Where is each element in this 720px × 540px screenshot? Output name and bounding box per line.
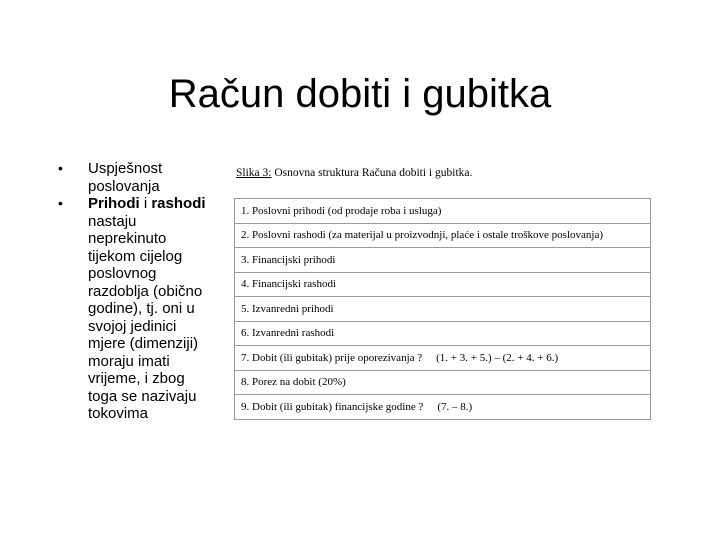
table-row — [235, 395, 651, 420]
row-formula: (7. – 8.) — [437, 400, 473, 413]
table-cell — [235, 395, 651, 420]
row-label: 4. Financijski rashodi — [241, 278, 337, 291]
figure-caption — [236, 167, 472, 179]
row-label: 1. Poslovni prihodi (od prodaje roba i usluga) — [241, 204, 442, 217]
row-label: 6. Izvanredni rashodi — [241, 327, 335, 340]
table-row — [235, 199, 651, 224]
table-cell — [235, 370, 651, 395]
figure-caption-text: Osnovna struktura Računa dobiti i gubitka. — [271, 167, 473, 179]
table-cell — [235, 272, 651, 297]
row-label: 8. Porez na dobit (20%) — [241, 376, 346, 389]
table-row — [235, 321, 651, 346]
row-formula: (1. + 3. + 5.) – (2. + 4. + 6.) — [436, 351, 559, 364]
bullet-item — [58, 160, 218, 195]
bullet-dot: • — [58, 195, 63, 211]
bullet-list — [58, 160, 218, 423]
table-cell — [235, 346, 651, 371]
table-row — [235, 223, 651, 248]
table-row — [235, 297, 651, 322]
table-row — [235, 370, 651, 395]
table-cell — [235, 297, 651, 322]
bullet-dot: • — [58, 160, 63, 176]
bullet-text: nastaju neprekinuto tijekom cijelog poslovnog razdoblja (obično godine), tj. oni u svojoj jedinici mjere (dimenziji) moraju imati vrijeme, i zbog toga se nazivaju tokovima — [88, 212, 203, 422]
table-cell — [235, 223, 651, 248]
income-statement-table — [234, 198, 651, 420]
row-label: 2. Poslovni rashodi (za materijal u proizvodnji, plaće i ostale troškove poslovanja) — [241, 229, 603, 242]
bullet-item — [58, 195, 218, 423]
table-cell — [235, 199, 651, 224]
row-label: 7. Dobit (ili gubitak) prije oporezivanja ? — [241, 351, 423, 364]
row-label: 9. Dobit (ili gubitak) financijske godine ? — [241, 400, 424, 413]
table-cell — [235, 321, 651, 346]
bullet-text: Uspješnost poslovanja — [88, 160, 163, 195]
table-row — [235, 272, 651, 297]
bullet-text-mid: i — [139, 195, 152, 212]
row-label: 5. Izvanredni prihodi — [241, 302, 334, 315]
row-label: 3. Financijski prihodi — [241, 253, 336, 266]
table-row — [235, 346, 651, 371]
slide-title: Račun dobiti i gubitka — [168, 72, 552, 116]
bullet-bold-prihodi: Prihodi — [88, 195, 140, 212]
figure-label: Slika 3: — [236, 167, 272, 179]
table-row — [235, 248, 651, 273]
bullet-bold-rashodi: rashodi — [151, 195, 206, 212]
table-cell — [235, 248, 651, 273]
